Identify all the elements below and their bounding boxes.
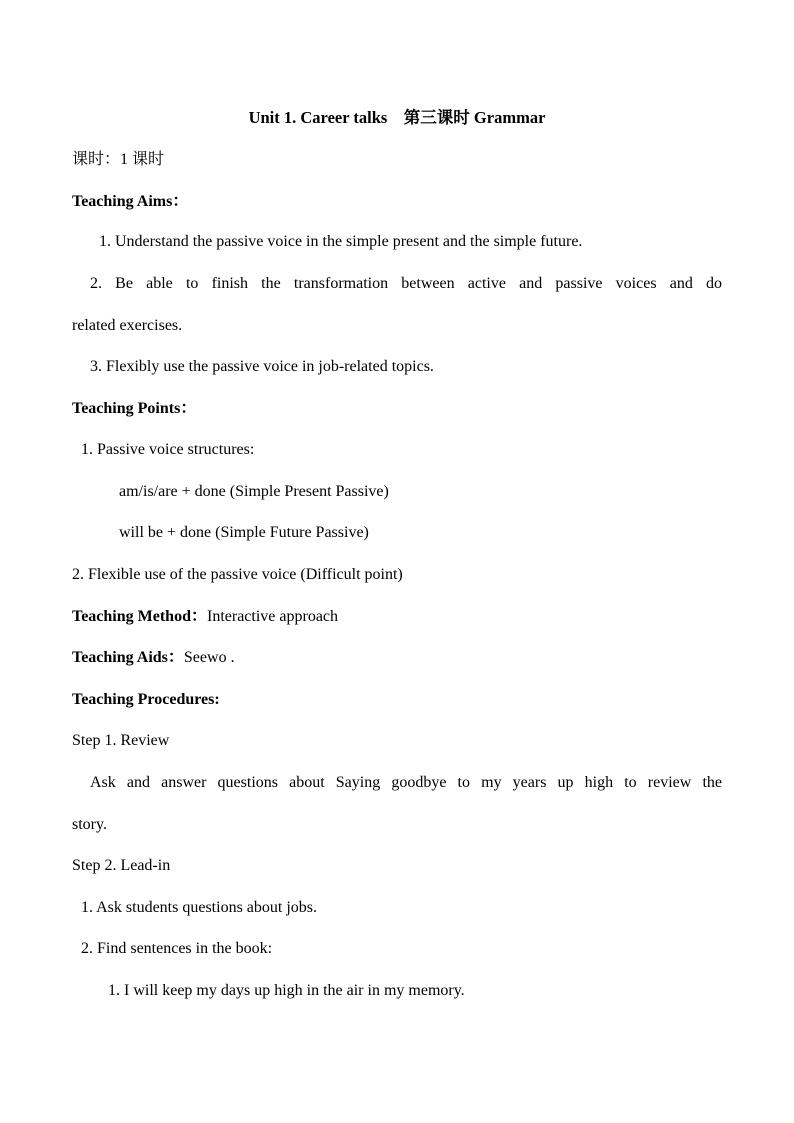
teaching-method-value: Interactive approach: [206, 608, 339, 625]
teaching-aids: [72, 648, 722, 668]
points-item-2: 2. Flexible use of the passive voice (Difficult point): [72, 566, 403, 583]
step-1-line-2: story.: [72, 816, 107, 833]
teaching-procedures-heading: Teaching Procedures:: [72, 691, 220, 708]
step-2-sub-item-1: 1. I will keep my days up high in the air in my memory.: [108, 982, 465, 999]
lesson-hours: 课时：1 课时: [72, 151, 165, 168]
step-1-line-1: Ask and answer questions about Saying goodbye to my years up high to review the: [90, 774, 722, 791]
document-title: Unit 1. Career talks 第三课时 Grammar: [248, 108, 546, 127]
teaching-method: [72, 607, 722, 627]
structure-simple-present: am/is/are + done (Simple Present Passive): [119, 483, 389, 500]
points-item-1: 1. Passive voice structures:: [81, 441, 255, 458]
teaching-points-heading: Teaching Points：: [72, 400, 197, 417]
teaching-method-label: Teaching Method：: [72, 608, 207, 625]
teaching-aids-value: Seewo .: [183, 649, 235, 666]
step-2-item-2: 2. Find sentences in the book:: [81, 940, 273, 957]
aims-item-2-continuation: related exercises.: [72, 317, 183, 334]
aims-item-1: 1. Understand the passive voice in the simple present and the simple future.: [99, 233, 583, 250]
step-2-item-1: 1. Ask students questions about jobs.: [81, 899, 318, 916]
step-1-title: Step 1. Review: [72, 732, 170, 749]
teaching-aids-label: Teaching Aids：: [72, 649, 184, 666]
aims-item-2: 2. Be able to finish the transformation between active and passive voices and do: [90, 275, 722, 292]
step-2-title: Step 2. Lead-in: [72, 857, 171, 874]
structure-simple-future: will be + done (Simple Future Passive): [119, 524, 369, 541]
teaching-aims-heading: Teaching Aims：: [72, 193, 189, 210]
aims-item-3: 3. Flexibly use the passive voice in job-related topics.: [90, 358, 434, 375]
